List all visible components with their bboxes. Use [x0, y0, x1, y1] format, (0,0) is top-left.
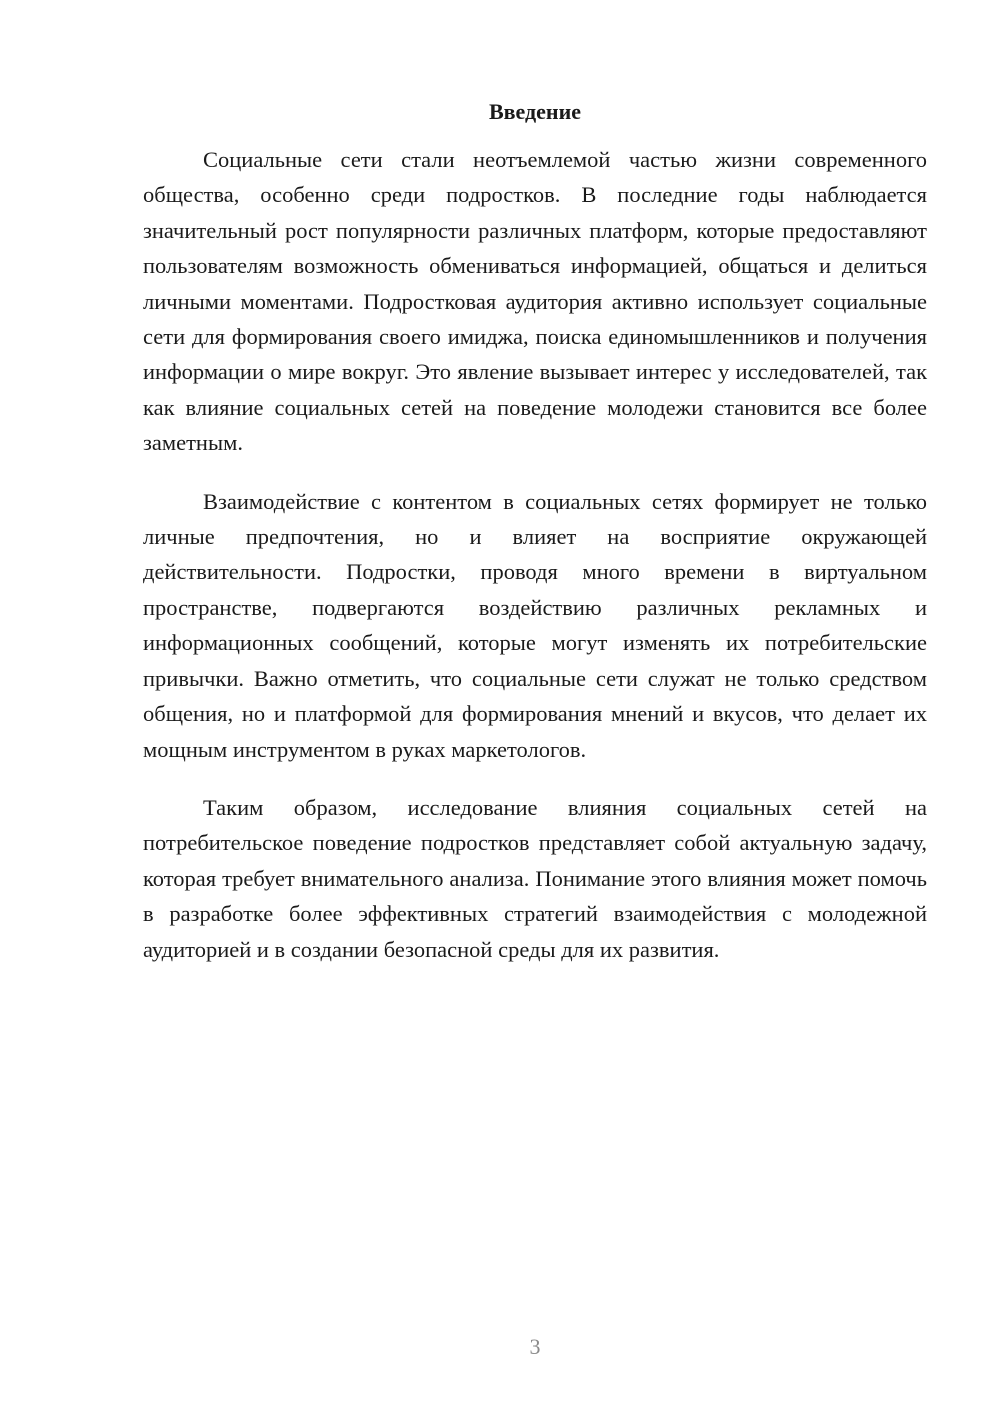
body-text	[143, 142, 927, 990]
paragraph-2: Взаимодействие с контентом в социальных сетях формирует не только личные предпочтения, но и влияет на восприятие окружающей действительности. Подростки, проводя много времени в виртуальном пространстве, подвергаются воздействию различных рекламных и информационных сообщений, которые могут изменять их потребительские привычки. Важно отметить, что социальные сети служат не только средством общения, но и платформой для формирования мнений и вкусов, что делает их мощным инструментом в руках маркетологов.	[143, 488, 927, 762]
paragraph-1: Социальные сети стали неотъемлемой частью жизни современного общества, особенно среди подростков. В последние годы наблюдается значительный рост популярности различных платформ, которые предоставляют пользователям возможность обмениваться информацией, общаться и делиться личными моментами. Подростковая аудитория активно использует социальные сети для формирования своего имиджа, поиска единомышленников и получения информации о мире вокруг. Это явление вызывает интерес у исследователей, так как влияние социальных сетей на поведение молодежи становится все более заметным.	[143, 147, 927, 456]
section-heading: Введение	[488, 99, 582, 124]
page-number: 3	[529, 1334, 541, 1359]
paragraph-3: Таким образом, исследование влияния социальных сетей на потребительское поведение подростков представляет собой актуальную задачу, которая требует внимательного анализа. Понимание этого влияния может помочь в разработке более эффективных стратегий взаимодействия с молодежной аудиторией и в создании безопасной среды для их развития.	[143, 794, 927, 962]
